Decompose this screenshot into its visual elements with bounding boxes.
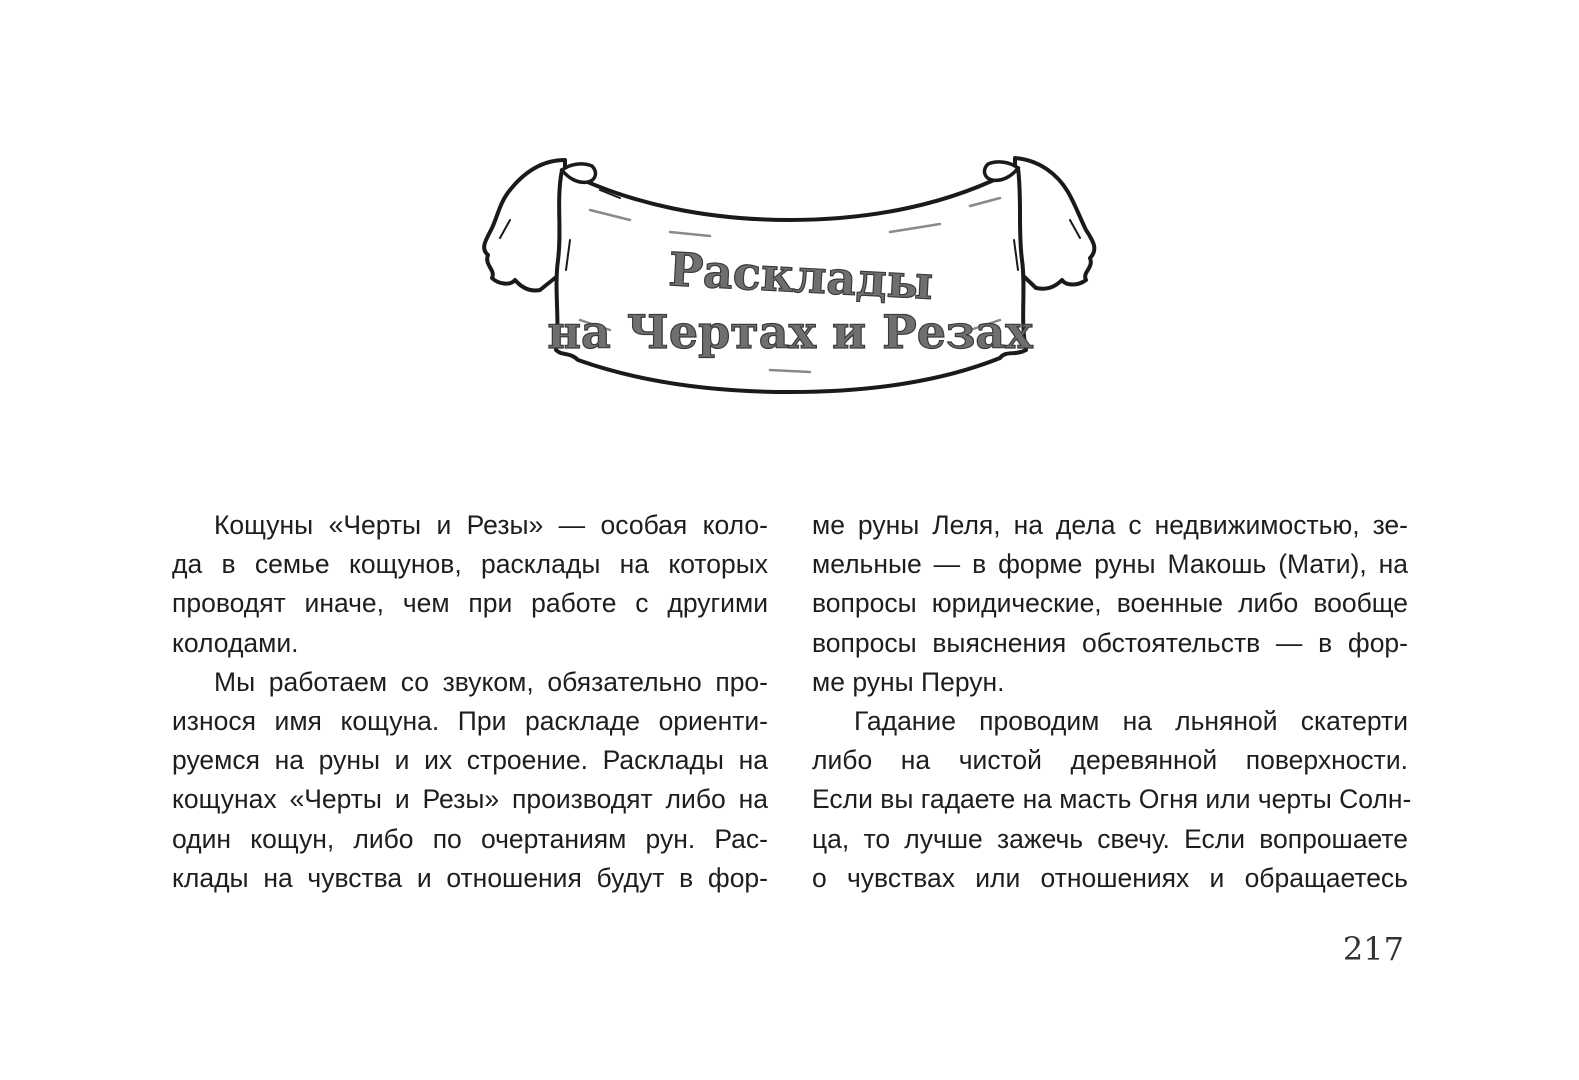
text-line: Если вы гадаете на масть Огня или черты Солн- — [812, 784, 1412, 815]
text-line: да в семье кощунов, расклады на которых — [172, 549, 768, 580]
text-line: износя имя кощуна. При раскладе ориенти- — [172, 705, 768, 736]
scroll-banner-graphic — [470, 120, 1110, 440]
text-line: проводят иначе, чем при работе с другими — [172, 588, 768, 619]
text-line: руемся на руны и их строение. Расклады на — [172, 745, 768, 776]
text-column-right — [812, 506, 1412, 898]
text-line: ме руны Перун. — [812, 666, 1005, 697]
banner-title-line2: на Чертах и Резах — [547, 305, 1033, 359]
text-column-left — [172, 506, 768, 898]
banner-title-line1: Расклады — [667, 242, 935, 310]
text-line: ца, то лучше зажечь свечу. Если вопрошаете — [812, 823, 1408, 854]
text-line: Кощуны «Черты и Резы» — особая коло- — [214, 510, 768, 540]
text-line: клады на чувства и отношения будут в фор- — [172, 862, 768, 893]
text-line: вопросы выяснения обстоятельств — в фор- — [812, 627, 1408, 658]
scroll-banner — [470, 120, 1110, 440]
page-number: 217 — [1342, 930, 1404, 968]
text-line: мельные — в форме руны Макошь (Мати), на — [812, 549, 1408, 580]
text-line: Гадание проводим на льняной скатерти — [854, 705, 1408, 736]
text-line: кощунах «Черты и Резы» производят либо на — [172, 784, 768, 815]
text-line: ме руны Леля, на дела с недвижимостью, зе- — [812, 510, 1408, 540]
text-line: вопросы юридические, военные либо вообще — [812, 588, 1408, 619]
text-line: колодами. — [172, 627, 299, 658]
text-line: либо на чистой деревянной поверхности. — [812, 745, 1408, 776]
text-line: один кощун, либо по очертаниям рун. Рас- — [172, 823, 768, 854]
text-line: Мы работаем со звуком, обязательно про- — [214, 666, 768, 697]
text-line: о чувствах или отношениях и обращаетесь — [812, 862, 1408, 893]
